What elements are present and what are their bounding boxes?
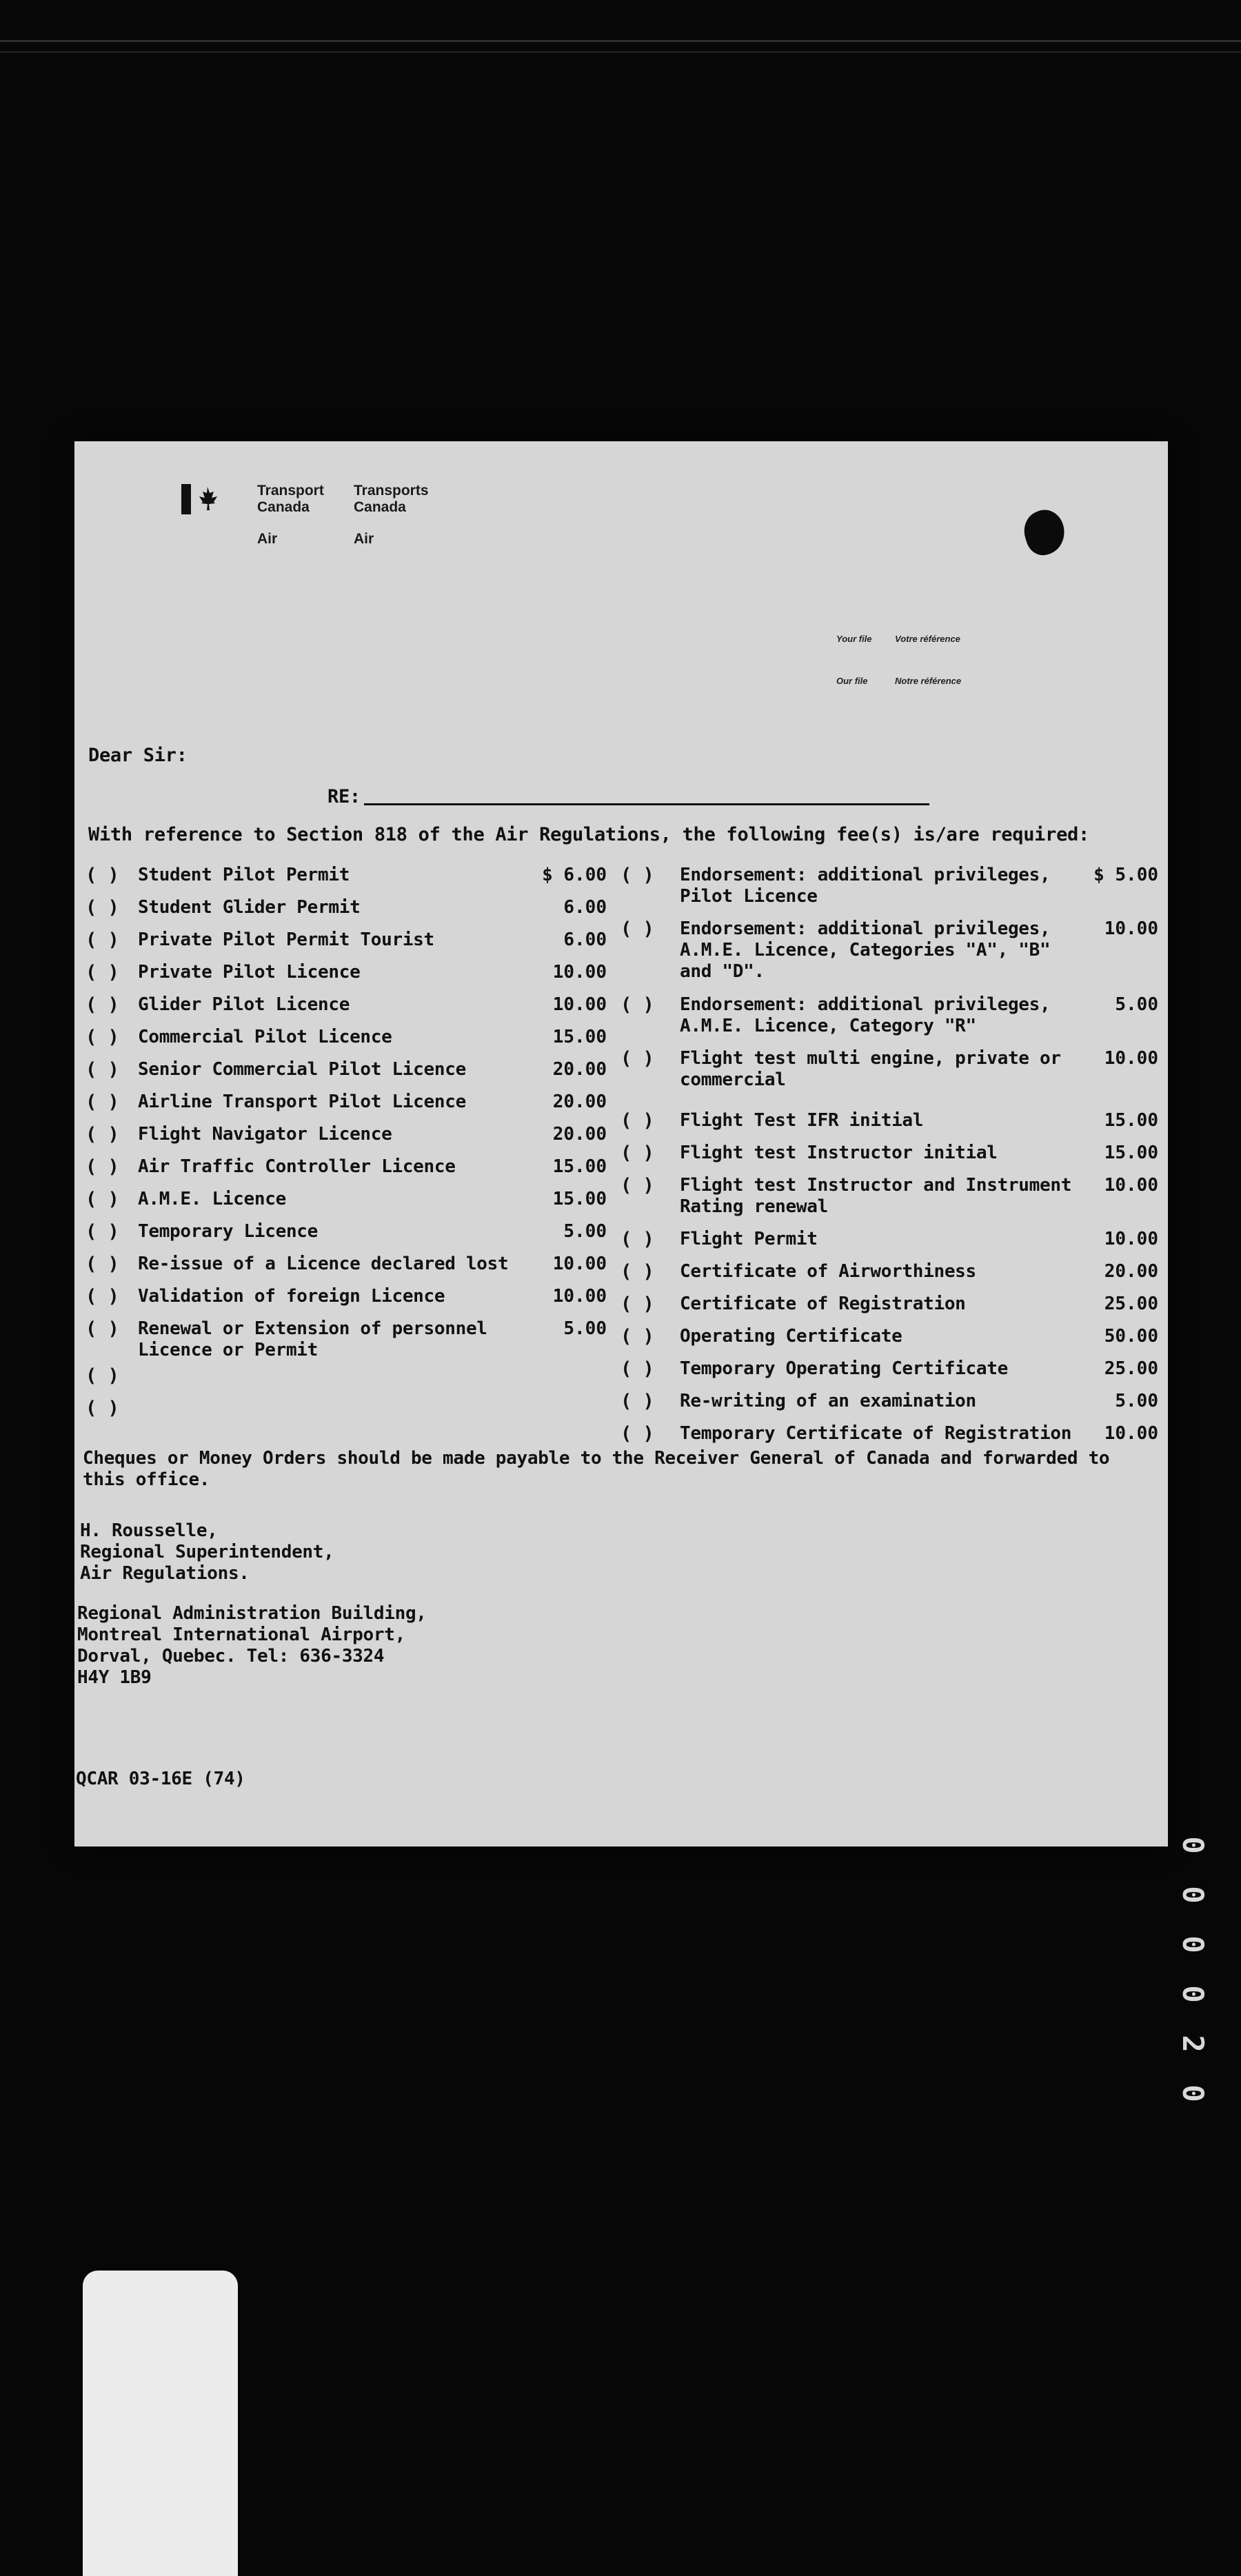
left-checkbox[interactable]: ( ) [85,1091,119,1113]
right-item-label: Re-writing of an examination [680,1391,976,1411]
our-file-label-fr: Notre référence [895,676,962,686]
left-checkbox[interactable]: ( ) [85,1398,119,1419]
right-item-label: Endorsement: additional privileges, A.M.E. Licence, Categories "A", "B" and "D". [680,918,1051,982]
address-block: Regional Administration Building, Montreal International Airport, Dorval, Quebec. Tel: 636-3324 H4Y 1B9 [77,1603,427,1688]
right-item-fee: 15.00 [1104,1110,1158,1131]
stamp-digit: 0 [1176,1836,1210,1854]
left-checkbox[interactable]: ( ) [85,1156,119,1178]
right-item-fee: 10.00 [1104,1229,1158,1249]
left-item-fee: 15.00 [552,1189,607,1209]
left-item-label: Renewal or Extension of personnel Licence or Permit [138,1318,487,1360]
left-checkbox[interactable]: ( ) [85,1365,119,1387]
right-item-label: Operating Certificate [680,1326,902,1347]
right-checkbox[interactable]: ( ) [620,918,654,940]
org-name-fr [354,483,429,547]
right-item-fee: $ 5.00 [1093,865,1158,885]
right-item-label: Flight test multi engine, private or commercial [680,1048,1061,1090]
left-item-label: A.M.E. Licence [138,1189,286,1209]
right-item-fee: 20.00 [1104,1261,1158,1282]
salutation: Dear Sir: [88,745,188,766]
left-item-label: Validation of foreign Licence [138,1286,445,1307]
left-item-fee: 5.00 [563,1221,607,1242]
left-item-fee: 20.00 [552,1124,607,1145]
org-fr-line2: Canada [354,499,406,515]
right-checkbox[interactable]: ( ) [620,1358,654,1380]
right-item-label: Flight test Instructor initial [680,1143,998,1163]
org-en-line2: Canada [257,499,310,515]
left-item-label: Airline Transport Pilot Licence [138,1091,466,1112]
left-item-fee: 15.00 [552,1156,607,1177]
left-item-label: Senior Commercial Pilot Licence [138,1059,466,1080]
left-item-label: Private Pilot Permit Tourist [138,929,434,950]
right-item-fee: 5.00 [1115,994,1158,1015]
ink-blot-mark [1019,505,1071,560]
right-item-label: Certificate of Registration [680,1294,966,1314]
re-label: RE: [327,786,361,807]
left-item-fee: 15.00 [552,1027,607,1047]
left-item-label: Air Traffic Controller Licence [138,1156,456,1177]
right-item-label: Certificate of Airworthiness [680,1261,976,1282]
left-item-label: Student Glider Permit [138,897,361,918]
org-fr-line1: Transports [354,483,429,499]
re-blank-line [364,803,929,805]
right-checkbox[interactable]: ( ) [620,1294,654,1315]
left-item-label: Temporary Licence [138,1221,319,1242]
left-checkbox[interactable]: ( ) [85,1254,119,1275]
left-item-label: Commercial Pilot Licence [138,1027,392,1047]
left-item-label: Private Pilot Licence [138,962,361,983]
left-checkbox[interactable]: ( ) [85,897,119,918]
film-leader-tab [83,2271,238,2576]
film-edge-line [0,51,1241,53]
left-item-fee: 10.00 [552,962,607,983]
left-item-fee: 10.00 [552,1254,607,1274]
right-checkbox[interactable]: ( ) [620,1423,654,1445]
right-checkbox[interactable]: ( ) [620,994,654,1016]
org-name-en [257,483,324,547]
left-item-fee: 6.00 [563,897,607,918]
right-checkbox[interactable]: ( ) [620,1229,654,1250]
right-checkbox[interactable]: ( ) [620,1048,654,1069]
left-checkbox[interactable]: ( ) [85,1286,119,1307]
org-en-line3: Air [257,531,278,547]
right-item-label: Endorsement: additional privileges, Pilot Licence [680,865,1051,907]
left-checkbox[interactable]: ( ) [85,1318,119,1340]
left-item-fee: 20.00 [552,1091,607,1112]
right-item-label: Temporary Certificate of Registration [680,1423,1072,1444]
stamp-digit: 0 [1176,1886,1210,1904]
right-checkbox[interactable]: ( ) [620,865,654,886]
left-checkbox[interactable]: ( ) [85,1059,119,1080]
left-checkbox[interactable]: ( ) [85,1189,119,1210]
right-item-label: Flight Test IFR initial [680,1110,924,1131]
your-file-label-fr: Votre référence [895,634,960,644]
right-item-label: Temporary Operating Certificate [680,1358,1008,1379]
left-checkbox[interactable]: ( ) [85,929,119,951]
frame-number-stamp [1172,1820,1213,2118]
signature-block: H. Rousselle, Regional Superintendent, Air Regulations. [80,1520,334,1584]
right-item-fee: 25.00 [1104,1358,1158,1379]
stamp-digit: 0 [1176,2084,1210,2102]
right-item-label: Flight test Instructor and Instrument Rating renewal [680,1175,1072,1217]
left-checkbox[interactable]: ( ) [85,994,119,1016]
right-checkbox[interactable]: ( ) [620,1261,654,1282]
form-number: QCAR 03-16E (74) [76,1769,245,1789]
right-item-fee: 25.00 [1104,1294,1158,1314]
right-item-fee: 10.00 [1104,1048,1158,1069]
our-file-label: Our file [836,676,868,686]
right-checkbox[interactable]: ( ) [620,1175,654,1196]
left-item-fee: 20.00 [552,1059,607,1080]
left-item-fee: 10.00 [552,1286,607,1307]
right-item-fee: 5.00 [1115,1391,1158,1411]
left-item-fee: 10.00 [552,994,607,1015]
right-checkbox[interactable]: ( ) [620,1391,654,1412]
left-item-label: Student Pilot Permit [138,865,350,885]
left-checkbox[interactable]: ( ) [85,1221,119,1242]
fee-notice-page [74,441,1168,1847]
left-checkbox[interactable]: ( ) [85,865,119,886]
right-item-fee: 10.00 [1104,1175,1158,1196]
left-checkbox[interactable]: ( ) [85,1124,119,1145]
film-edge-line [0,40,1241,42]
right-item-label: Endorsement: additional privileges, A.M.E. Licence, Category "R" [680,994,1051,1036]
canada-flag-icon [181,484,224,514]
right-checkbox[interactable]: ( ) [620,1110,654,1131]
right-item-fee: 10.00 [1104,1423,1158,1444]
left-checkbox[interactable]: ( ) [85,962,119,983]
your-file-label: Your file [836,634,872,644]
left-checkbox[interactable]: ( ) [85,1027,119,1048]
right-checkbox[interactable]: ( ) [620,1326,654,1347]
left-item-label: Flight Navigator Licence [138,1124,392,1145]
right-item-label: Flight Permit [680,1229,818,1249]
right-item-fee: 50.00 [1104,1326,1158,1347]
stamp-digit: 0 [1176,1935,1210,1953]
stamp-digit: 0 [1176,1985,1210,2003]
org-en-line1: Transport [257,483,324,499]
left-item-fee: $ 6.00 [542,865,607,885]
org-fr-line3: Air [354,531,374,547]
intro-text: With reference to Section 818 of the Air Regulations, the following fee(s) is/are required: [88,824,1089,845]
left-item-label: Glider Pilot Licence [138,994,350,1015]
right-item-fee: 10.00 [1104,918,1158,939]
left-item-fee: 5.00 [563,1318,607,1339]
left-item-fee: 6.00 [563,929,607,950]
left-item-label: Re-issue of a Licence declared lost [138,1254,509,1274]
right-checkbox[interactable]: ( ) [620,1143,654,1164]
payment-note: Cheques or Money Orders should be made payable to the Receiver General of Canada and forwarded to this office. [83,1448,1110,1490]
right-item-fee: 15.00 [1104,1143,1158,1163]
stamp-digit: 2 [1176,2035,1210,2053]
